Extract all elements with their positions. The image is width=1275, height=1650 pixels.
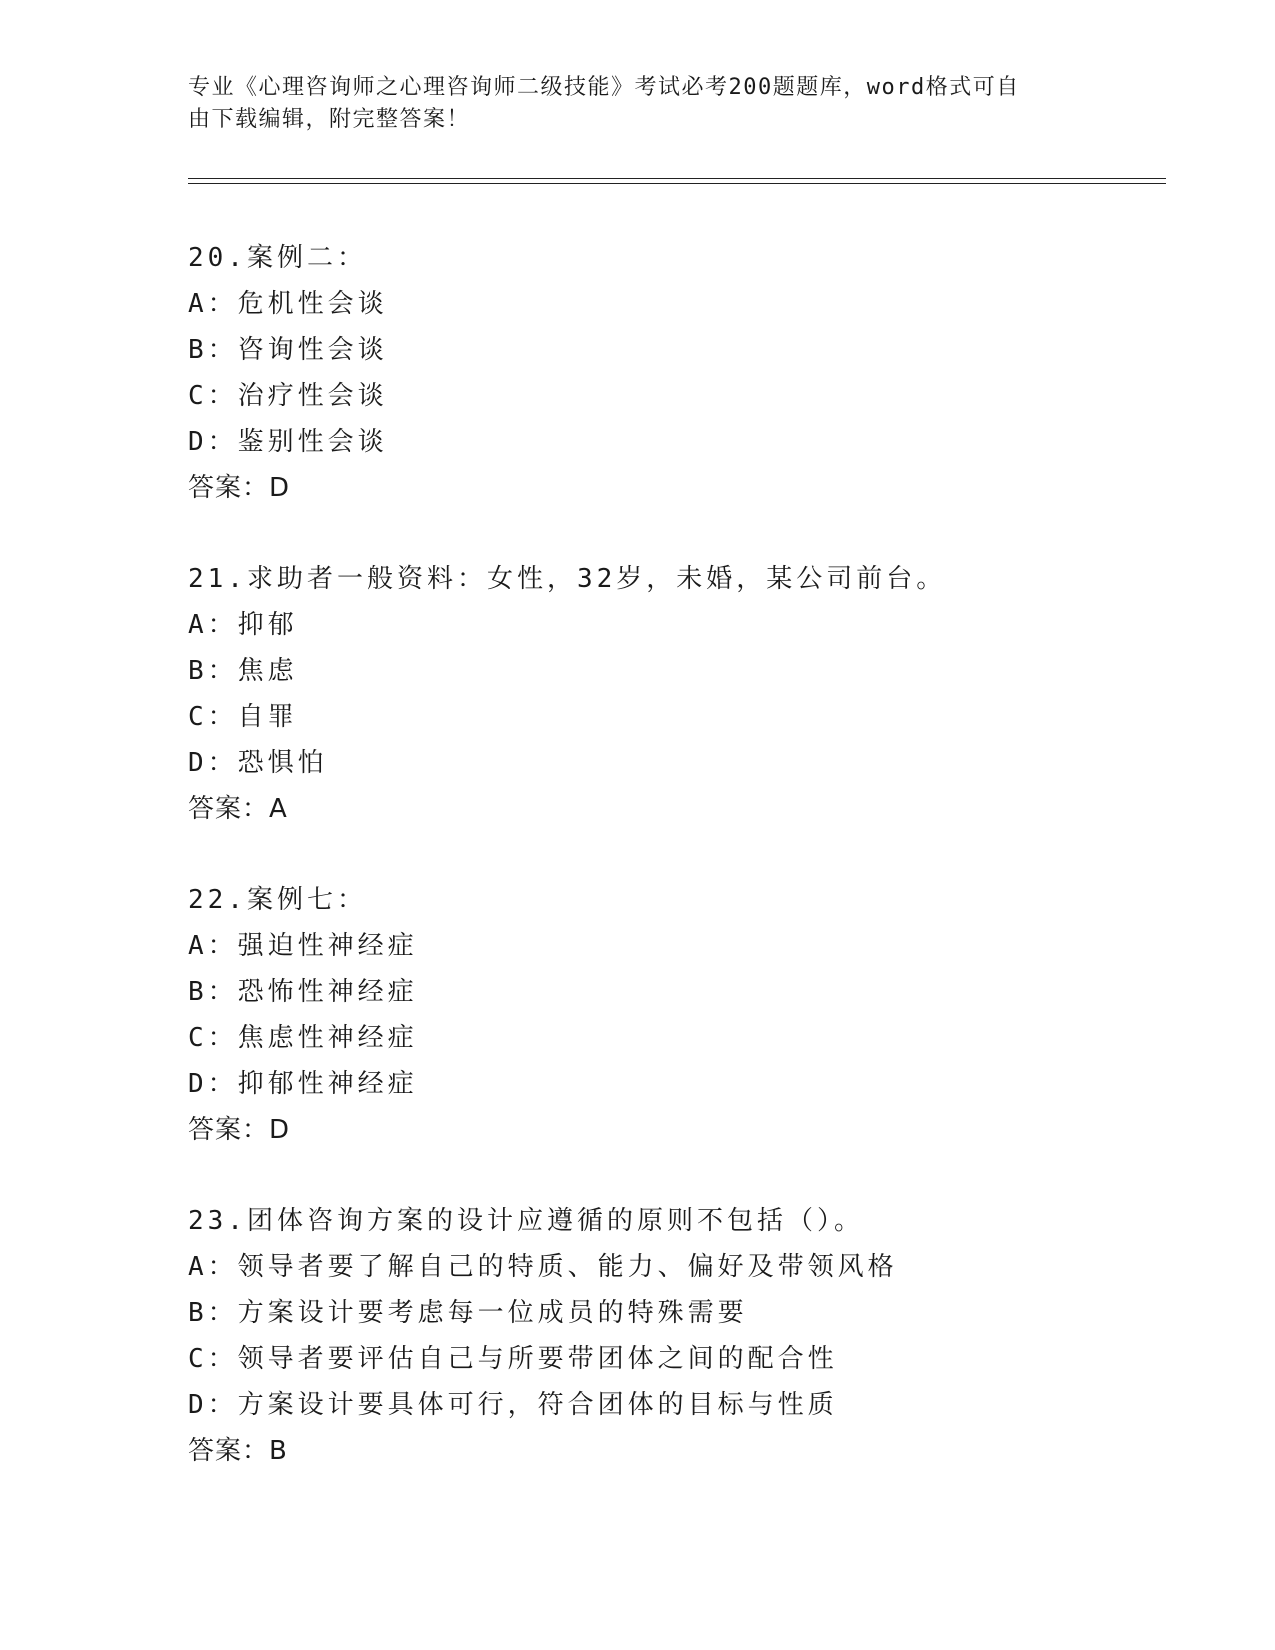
question-stem: 20.案例二： xyxy=(188,243,367,273)
question-22 xyxy=(188,877,1188,1153)
option-b: B：焦虑 xyxy=(188,656,298,686)
option-a: A：抑郁 xyxy=(188,610,298,640)
option-a: A：强迫性神经症 xyxy=(188,931,418,961)
question-21 xyxy=(188,556,1188,832)
header-divider-bottom xyxy=(188,183,1166,184)
question-stem: 21.求助者一般资料：女性，32岁，未婚，某公司前台。 xyxy=(188,564,947,594)
option-a: A：领导者要了解自己的特质、能力、偏好及带领风格 xyxy=(188,1252,898,1282)
question-23 xyxy=(188,1198,1188,1474)
option-a: A：危机性会谈 xyxy=(188,289,388,319)
question-stem: 22.案例七： xyxy=(188,885,367,915)
answer-line: 答案：D xyxy=(188,1115,291,1145)
header-line-2: 由下载编辑，附完整答案！ xyxy=(188,107,471,132)
option-c: C：治疗性会谈 xyxy=(188,381,388,411)
answer-line: 答案：B xyxy=(188,1436,288,1466)
option-d: D：方案设计要具体可行，符合团体的目标与性质 xyxy=(188,1390,838,1420)
answer-line: 答案：A xyxy=(188,794,288,824)
option-d: D：抑郁性神经症 xyxy=(188,1069,418,1099)
option-c: C：领导者要评估自己与所要带团体之间的配合性 xyxy=(188,1344,838,1374)
answer-line: 答案：D xyxy=(188,473,291,503)
document-header xyxy=(188,72,1088,136)
option-c: C：焦虑性神经症 xyxy=(188,1023,418,1053)
question-20 xyxy=(188,235,1188,511)
header-divider-top xyxy=(188,178,1166,179)
question-stem: 23.团体咨询方案的设计应遵循的原则不包括（）。 xyxy=(188,1206,864,1236)
option-d: D：鉴别性会谈 xyxy=(188,427,388,457)
option-d: D：恐惧怕 xyxy=(188,748,328,778)
option-b: B：恐怖性神经症 xyxy=(188,977,418,1007)
option-b: B：咨询性会谈 xyxy=(188,335,388,365)
header-line-1: 专业《心理咨询师之心理咨询师二级技能》考试必考200题题库，word格式可自 xyxy=(188,75,1020,100)
option-b: B：方案设计要考虑每一位成员的特殊需要 xyxy=(188,1298,748,1328)
option-c: C：自罪 xyxy=(188,702,298,732)
